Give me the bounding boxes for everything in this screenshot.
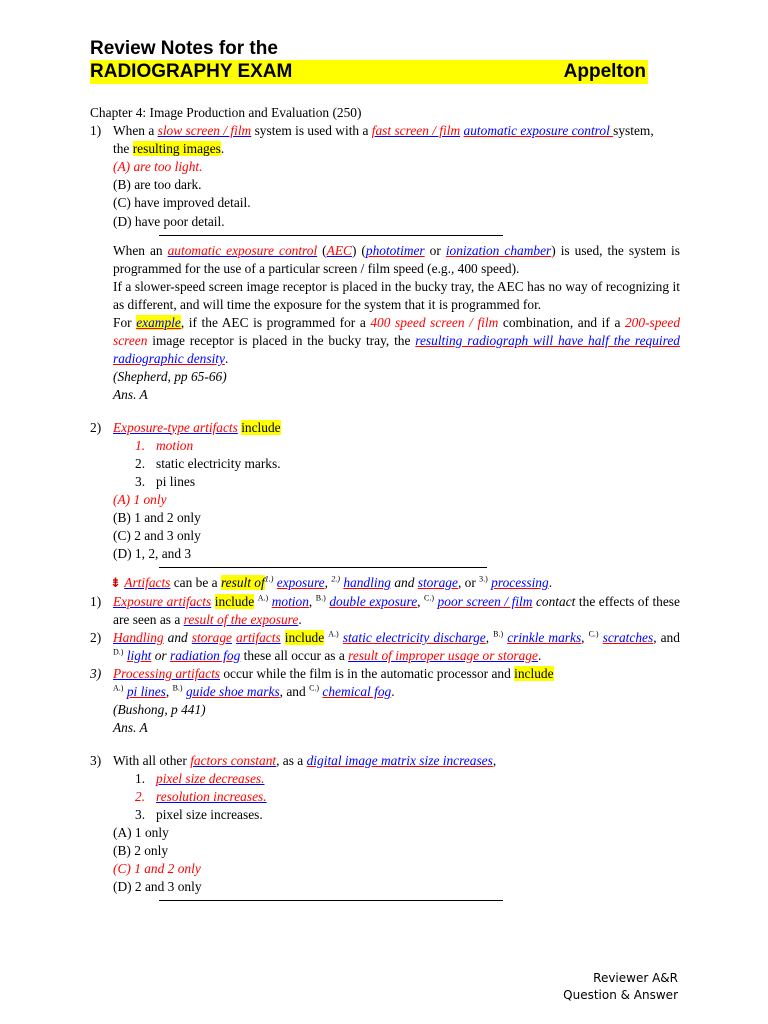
highlight-text: double exposure <box>329 593 418 609</box>
text: , and <box>279 684 310 700</box>
marked-text: include <box>241 419 281 435</box>
item-number: 2. <box>135 788 146 804</box>
author-name: Appelton <box>563 61 646 83</box>
highlight-text: scratches <box>602 629 654 645</box>
text: can be a <box>170 575 221 591</box>
question-stem <box>113 419 680 437</box>
highlight-text: slow screen / film <box>157 123 252 139</box>
text: contact <box>532 593 576 609</box>
highlight-text: storage <box>191 629 232 645</box>
question-number: 1) <box>90 123 102 139</box>
highlight-text: automatic exposure control <box>167 242 318 258</box>
text: , or <box>457 575 480 591</box>
highlight-text: factors constant <box>190 752 277 768</box>
divider <box>159 235 503 236</box>
footer <box>563 970 678 1005</box>
answer: Ans. A <box>113 720 148 736</box>
superscript: A.) <box>257 593 269 603</box>
item-text: pi lines <box>156 473 196 489</box>
superscript: 3.) <box>479 574 488 584</box>
superscript: B.) <box>315 593 326 603</box>
point-text: Exposure artifacts include $^{A.)}$ motion, $^{B.)}$ double exposure, $^{C.)}$ poor screen / film contact the effects of these are seen as a result of the exposure. <box>113 593 680 627</box>
highlight-text: poor screen / film <box>437 593 533 609</box>
option-c: (C) 2 and 3 only <box>113 528 201 544</box>
answer: Ans. A <box>113 387 148 403</box>
question-number: 2) <box>90 419 102 435</box>
arrow-bullet-icon: ⇟ <box>110 576 121 592</box>
option-c: (C) have improved detail. <box>113 195 251 211</box>
footer-line2: Question & Answer <box>563 988 678 1003</box>
highlight-text: radiation fog <box>169 648 241 664</box>
superscript: C.) <box>588 629 599 639</box>
highlight-text: processing <box>491 575 549 591</box>
option-a: (A) 1 only <box>113 824 169 840</box>
option-d: (D) 2 and 3 only <box>113 879 202 895</box>
highlight-text: exposure <box>276 575 325 591</box>
point-number: 1) <box>90 593 102 609</box>
text: these all occur as a <box>240 648 349 664</box>
item-text: resolution increases. <box>156 788 267 804</box>
question-number: 3) <box>90 752 102 768</box>
list-item <box>90 788 680 806</box>
question-stem <box>113 752 680 770</box>
marked-text: include <box>284 629 325 645</box>
superscript: C.) <box>309 683 320 693</box>
text: When a <box>113 123 158 139</box>
question-2 <box>90 419 680 437</box>
chapter-heading: Chapter 4: Image Production and Evaluation (250) <box>90 105 362 120</box>
item-text: pixel size decreases. <box>156 770 265 786</box>
exam-title: RADIOGRAPHY EXAM <box>90 61 293 83</box>
highlight-text: light <box>126 648 152 664</box>
highlight-text: phototimer <box>365 242 425 258</box>
text: , <box>492 752 497 768</box>
text: or <box>151 648 170 664</box>
text: or <box>424 242 446 258</box>
point-text: Handling and storage artifacts include $^{A.)}$ static electricity discharge, $^{B.)}$ crinkle marks, $^{C.)}$ scratches, and $^{D.)}$ light or radiation fog these all occur as a result of improper usage or storage. <box>113 629 680 664</box>
item-number: 1. <box>135 437 146 453</box>
text: . <box>391 684 395 700</box>
artifact-point-1 <box>90 593 680 629</box>
superscript: A.) <box>113 683 124 693</box>
text: image receptor is placed in the bucky tray, the <box>147 333 416 349</box>
list-item <box>90 806 680 824</box>
highlight-text: result of improper usage or storage <box>348 648 538 664</box>
text: . <box>548 575 553 591</box>
highlight-text: automatic exposure control <box>463 123 614 139</box>
header-bar <box>90 60 648 84</box>
highlight-text: crinkle marks <box>507 629 582 645</box>
explanation-2: If a slower-speed screen image receptor is placed in the bucky tray, the AEC has no way of recognizing it as different, and will time the exposure for the system that it is programmed for. <box>113 278 680 312</box>
reference: (Shepherd, pp 65-66) <box>113 369 227 385</box>
item-number: 1. <box>135 770 146 786</box>
text: . <box>537 648 542 664</box>
question-3 <box>90 752 680 770</box>
marked-text: include <box>214 593 255 609</box>
highlight-text: example <box>136 315 181 331</box>
text: For <box>113 315 137 331</box>
explanation-1 <box>90 242 680 278</box>
superscript: A.) <box>328 629 339 639</box>
highlight-text: motion <box>271 593 309 609</box>
text: . <box>220 141 225 157</box>
marked-text: resulting images <box>132 141 221 157</box>
text: . <box>224 351 229 367</box>
text: ) is used, the system is programmed for the use of a particular screen / film speed (e.g., 400 speed). <box>113 242 680 276</box>
highlight-text: chemical fog <box>322 684 392 700</box>
text: , <box>324 575 332 591</box>
highlight-text: 200-speed screen <box>113 315 681 349</box>
text: occur while the film is in the automatic processor and <box>220 666 515 682</box>
text: and <box>163 629 192 645</box>
option-a: (A) are too light. <box>113 159 203 175</box>
option-b: (B) 1 and 2 only <box>113 509 201 525</box>
reference: (Bushong, p 441) <box>113 702 206 718</box>
highlight-text: 400 speed screen / film <box>370 315 499 331</box>
superscript: D.) <box>113 647 124 657</box>
text: ) ( <box>351 242 366 258</box>
superscript: B.) <box>172 683 183 693</box>
superscript: B.) <box>493 629 504 639</box>
text: the <box>113 141 133 157</box>
text: . <box>298 611 302 627</box>
text: ( <box>317 242 327 258</box>
item-number: 2. <box>135 455 146 471</box>
question-stem <box>113 122 680 158</box>
text: and <box>390 575 418 591</box>
text: , if the AEC is programmed for a <box>180 315 371 331</box>
option-d: (D) 1, 2, and 3 <box>113 546 192 562</box>
point-number: 2) <box>90 629 102 645</box>
option-b: (B) 2 only <box>113 843 169 859</box>
point-number: 3) <box>90 666 102 682</box>
highlight-text: fast screen / film <box>371 123 461 139</box>
highlight-text: pi lines <box>126 684 166 700</box>
document-body <box>90 104 680 907</box>
divider <box>159 900 503 901</box>
list-item <box>90 455 680 473</box>
highlight-text: Artifacts <box>124 575 171 591</box>
list-item <box>90 473 680 491</box>
text: , as a <box>276 752 307 768</box>
superscript: C.) <box>424 593 435 603</box>
header-line1: Review Notes for the <box>90 38 278 59</box>
superscript: 1.) <box>264 574 274 584</box>
list-item <box>90 770 680 788</box>
option-d: (D) have poor detail. <box>113 213 225 229</box>
text: system is used with a <box>251 123 372 139</box>
item-text: motion <box>156 437 194 453</box>
text: When an <box>113 242 168 258</box>
highlight-text: static electricity discharge <box>342 629 486 645</box>
text: the effects of these are seen as a <box>113 593 680 627</box>
item-number: 3. <box>135 473 146 489</box>
option-c: (C) 1 and 2 only <box>113 861 201 877</box>
footer-line1: Reviewer A&R <box>593 971 678 985</box>
highlight-text: Exposure artifacts <box>113 593 212 609</box>
artifact-summary <box>87 574 680 593</box>
highlight-text: AEC <box>326 242 352 258</box>
marked-text: include <box>514 666 554 682</box>
highlight-text: digital image matrix size increases <box>306 752 493 768</box>
text: , and <box>653 629 680 645</box>
highlight-text: Handling <box>113 629 164 645</box>
highlight-text: result of the exposure <box>183 611 299 627</box>
marked-text: result of <box>220 575 265 591</box>
text: With all other <box>113 752 191 768</box>
item-text: static electricity marks. <box>156 455 281 471</box>
question-1 <box>90 122 680 158</box>
list-item <box>90 437 680 455</box>
point-text: Processing artifacts occur while the film is in the automatic processor and include $^{A.)}$ pi lines, $^{B.)}$ guide shoe marks, and $^{C.)}$ chemical fog. <box>113 666 554 700</box>
artifact-point-2 <box>90 629 680 665</box>
superscript: 2.) <box>331 574 340 584</box>
explanation-3 <box>90 314 680 368</box>
option-a: (A) 1 only <box>113 491 167 507</box>
highlight-text: handling <box>343 575 391 591</box>
highlight-text: ionization chamber <box>445 242 552 258</box>
item-text: pixel size increases. <box>156 806 263 822</box>
highlight-text: resulting radiograph will have half the required radiographic density <box>113 333 680 367</box>
text: combination, and if a <box>498 315 625 331</box>
divider <box>159 567 487 568</box>
item-number: 3. <box>135 806 146 822</box>
option-b: (B) are too dark. <box>113 177 202 193</box>
highlight-text: Exposure-type artifacts <box>113 419 238 435</box>
highlight-text: artifacts <box>236 629 281 645</box>
highlight-text: guide shoe marks <box>185 684 280 700</box>
text: system, <box>613 123 654 139</box>
highlight-text: storage <box>417 575 458 591</box>
highlight-text: Processing artifacts <box>113 666 220 682</box>
artifact-point-3 <box>90 665 680 701</box>
